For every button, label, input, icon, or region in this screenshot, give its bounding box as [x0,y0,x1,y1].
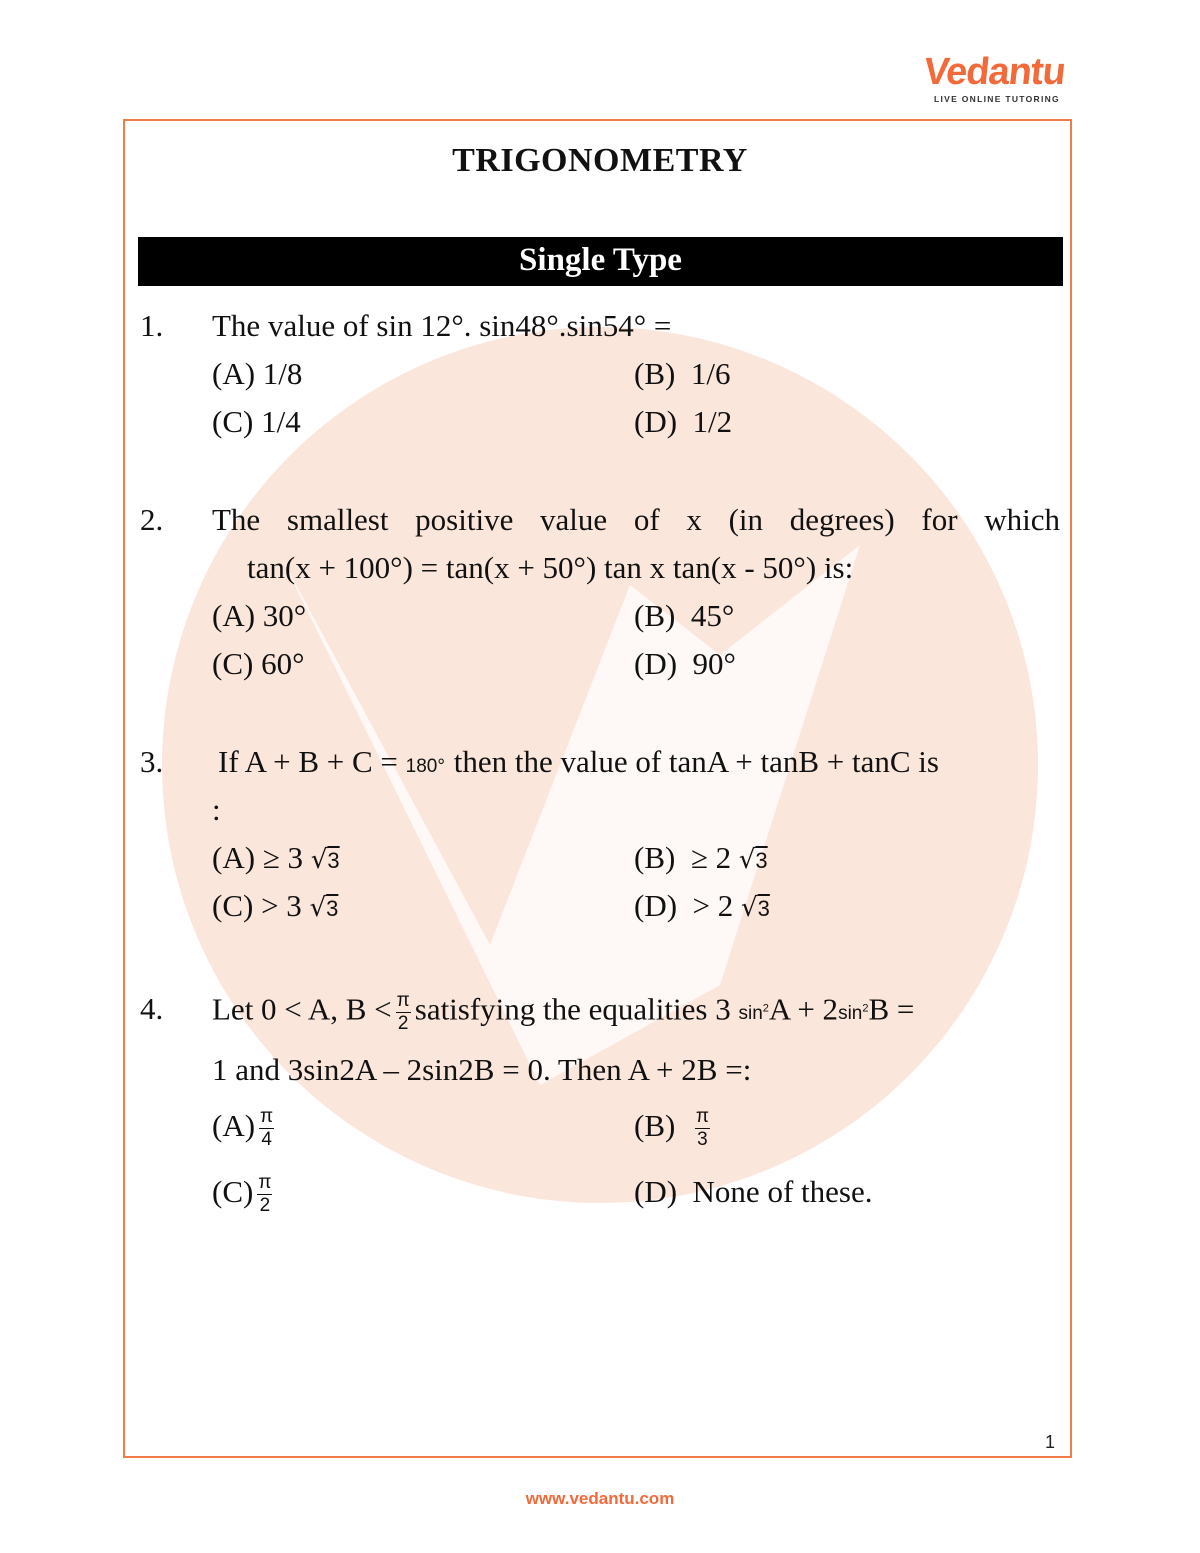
question-3-continuation: : [212,792,221,827]
q1-option-c[interactable]: (C) 1/4 [212,404,301,439]
sqrt-symbol: √ [310,845,328,875]
question-text: If A + B + C = 180° then the value of tanA + tanB + tanC is [218,744,939,779]
q1-option-d[interactable]: (D) 1/2 [634,404,733,439]
page-number: 1 [1045,1432,1056,1452]
q4-option-a[interactable]: (A) $\frac{\pi}{4}$ [212,1106,274,1151]
q2-option-b[interactable]: (B) 45° [634,598,735,633]
q2-option-d[interactable]: (D) 90° [634,646,736,681]
question-text: The value of sin 12°. sin48°.sin54° = [212,308,672,343]
question-2-equation: tan(x + 100°) = tan(x + 50°) tan x tan(x - 50°) is: [247,550,854,585]
question-number: 1. [140,308,164,343]
question-number: 3. [140,744,164,779]
sqrt-symbol: √ [738,845,756,875]
vedantu-logo [920,52,1070,112]
q2-option-a[interactable]: (A) 30° [212,598,307,633]
q3-option-c[interactable]: (C) > 3 √3 [212,888,339,923]
question-number: 4. [140,991,164,1026]
q3-option-d[interactable]: (D) > 2 √3 [634,888,770,923]
q1-option-b[interactable]: (B) 1/6 [634,356,731,391]
q4-option-d[interactable]: (D) None of these. [634,1174,873,1209]
logo-wordmark: Vedantu [921,51,1068,93]
q4-option-c[interactable]: (C) $\frac{\pi}{2}$ [212,1172,272,1217]
question-4-line2: 1 and 3sin2A – 2sin2B = 0. Then A + 2B =: [212,1052,752,1087]
fraction-pi-over-2: $\frac{\pi}{2}$ [396,989,410,1034]
footer-url[interactable]: www.vedantu.com [525,1489,675,1508]
q2-option-c[interactable]: (C) 60° [212,646,305,681]
q1-option-a[interactable]: (A) 1/8 [212,356,303,391]
page-title: TRIGONOMETRY [452,142,748,179]
sqrt-symbol: √ [741,893,758,923]
sqrt-symbol: √ [309,893,327,923]
section-header: Single Type [138,237,1063,286]
angle-value: 180° [405,756,445,777]
question-text: Let 0 < A, B < $\frac{\pi}{2}$ satisfying the equalities 3 $\sin^2A + 2\sin^2B$ = [212,989,915,1034]
logo-tagline: LIVE ONLINE TUTORING [934,94,1060,104]
question-number: 2. [140,502,164,537]
question-text-line1: The smallest positive value of x (in degrees) for which [212,502,1060,537]
q3-option-b[interactable]: (B) ≥ 2 √3 [634,840,768,875]
q4-option-b[interactable]: (B) $\frac{\pi}{3}$ [634,1106,709,1151]
q3-option-a[interactable]: (A) ≥ 3 √3 [212,840,340,875]
